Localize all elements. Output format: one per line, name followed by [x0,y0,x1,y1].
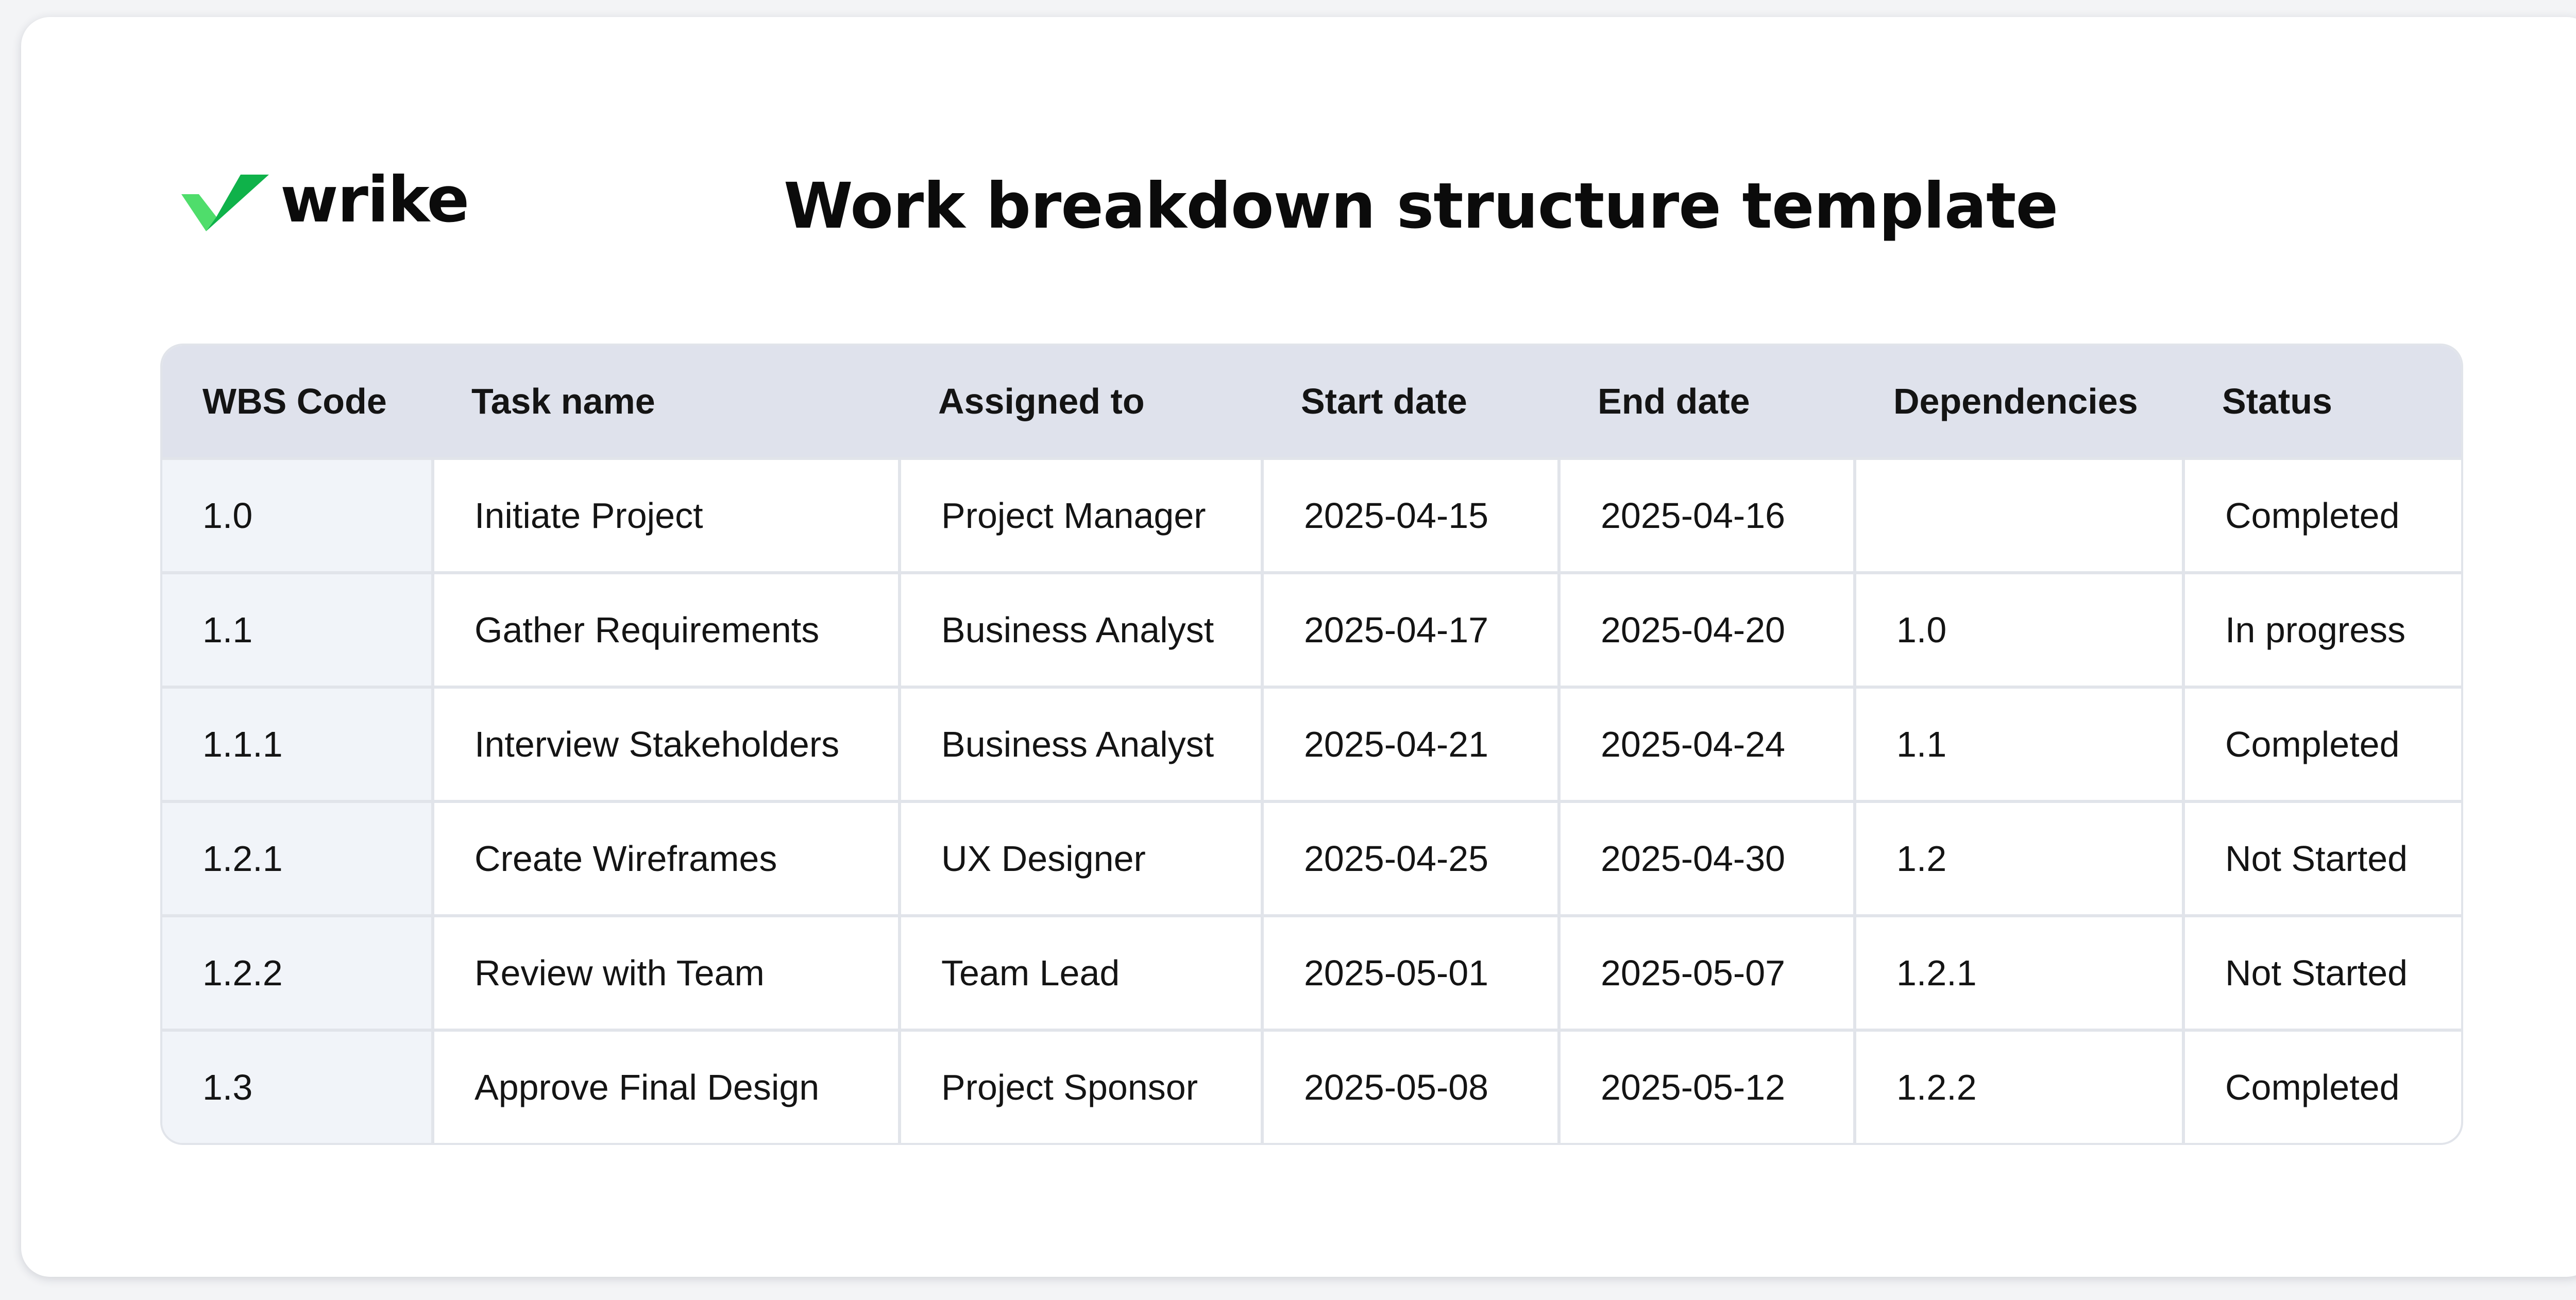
cell-task-name: Create Wireframes [431,800,898,914]
column-header-dependencies: Dependencies [1853,346,2182,457]
page-title: Work breakdown structure template [784,169,2058,243]
cell-end-date: 2025-04-16 [1557,457,1853,571]
cell-assigned-to: Team Lead [898,914,1261,1029]
cell-status: Not Started [2182,800,2461,914]
column-header-status: Status [2182,346,2461,457]
cell-wbs-code: 1.1 [162,571,431,686]
cell-status: Not Started [2182,914,2461,1029]
cell-end-date: 2025-04-30 [1557,800,1853,914]
cell-start-date: 2025-05-01 [1261,914,1557,1029]
cell-task-name: Approve Final Design [431,1029,898,1143]
cell-dependencies: 1.0 [1853,571,2182,686]
cell-wbs-code: 1.3 [162,1029,431,1143]
cell-assigned-to: Business Analyst [898,571,1261,686]
wbs-table [160,344,2463,1145]
cell-end-date: 2025-05-12 [1557,1029,1853,1143]
cell-dependencies: 1.2 [1853,800,2182,914]
table-row [162,914,2461,1029]
cell-start-date: 2025-05-08 [1261,1029,1557,1143]
column-header-assigned-to: Assigned to [898,346,1261,457]
cell-task-name: Gather Requirements [431,571,898,686]
cell-task-name: Review with Team [431,914,898,1029]
cell-wbs-code: 1.0 [162,457,431,571]
cell-start-date: 2025-04-21 [1261,686,1557,800]
table-row [162,571,2461,686]
cell-dependencies: 1.2.2 [1853,1029,2182,1143]
cell-end-date: 2025-04-20 [1557,571,1853,686]
table-header-row [162,346,2461,457]
cell-start-date: 2025-04-15 [1261,457,1557,571]
cell-task-name: Interview Stakeholders [431,686,898,800]
cell-task-name: Initiate Project [431,457,898,571]
cell-assigned-to: Business Analyst [898,686,1261,800]
cell-status: Completed [2182,686,2461,800]
cell-wbs-code: 1.2.1 [162,800,431,914]
cell-status: In progress [2182,571,2461,686]
cell-start-date: 2025-04-25 [1261,800,1557,914]
column-header-task-name: Task name [431,346,898,457]
column-header-start-date: Start date [1261,346,1557,457]
cell-wbs-code: 1.1.1 [162,686,431,800]
column-header-end-date: End date [1557,346,1853,457]
cell-assigned-to: Project Sponsor [898,1029,1261,1143]
table-row [162,457,2461,571]
wrike-logo [181,163,469,236]
wrike-check-icon [181,175,269,231]
cell-dependencies: 1.2.1 [1853,914,2182,1029]
table-row [162,1029,2461,1143]
table-row [162,686,2461,800]
cell-wbs-code: 1.2.2 [162,914,431,1029]
cell-end-date: 2025-05-07 [1557,914,1853,1029]
column-header-wbs-code: WBS Code [162,346,431,457]
cell-end-date: 2025-04-24 [1557,686,1853,800]
cell-status: Completed [2182,1029,2461,1143]
cell-assigned-to: Project Manager [898,457,1261,571]
cell-status: Completed [2182,457,2461,571]
cell-dependencies [1853,457,2182,571]
table-row [162,800,2461,914]
wrike-wordmark: wrike [280,163,469,236]
cell-assigned-to: UX Designer [898,800,1261,914]
cell-dependencies: 1.1 [1853,686,2182,800]
cell-start-date: 2025-04-17 [1261,571,1557,686]
